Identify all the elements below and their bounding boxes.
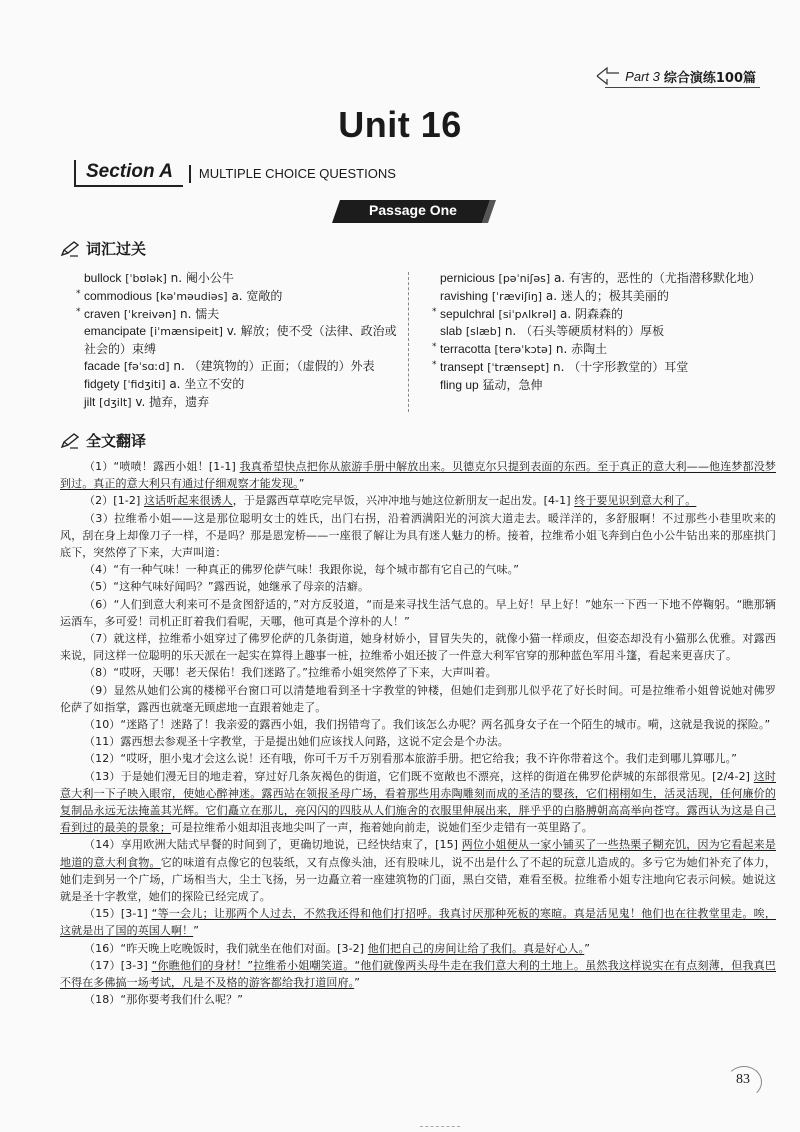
translation-paragraph (60, 733, 776, 750)
vocab-star: * (76, 288, 81, 299)
vocab-definition: a. 宽敞的 (231, 288, 283, 303)
vocab-definition: a. 坐立不安的 (169, 376, 245, 391)
translation-paragraph (60, 768, 776, 837)
arrow-chevron-icon (595, 66, 621, 86)
paragraph-text: （11）露西想去参观圣十字教堂，于是提出她们应该找人问路，这说不定会是个办法。 (84, 735, 509, 749)
underlined-text: 这时意大利一下子映入眼帘，使她心醉神迷。露西站在领报圣母广场，看着那些用赤陶雕刻而成的圣洁的婴孩，它们栩栩如生，活灵活现，任何廉价的复制品永远无法掩盖其光辉。它们矗立在那儿，亮闪闪的四肢从人们施舍的衣服里伸展出来，胖乎乎的白胳膊朝高高举向苍穹。露西认为这是自己看到过的最美的景象； (60, 769, 776, 835)
vocab-entry (428, 359, 768, 377)
vocab-word: commodious (84, 288, 153, 303)
paragraph-text: （9）显然从她们公寓的楼梯平台窗口可以清楚地看到圣十字教堂的钟楼，但她们走到那儿似乎花了好长时间。可是拉维希小姐曾说她对佛罗伦萨了如指掌，露西也就毫无顾虑地一直跟着她走了。 (60, 683, 776, 714)
vocab-entry (72, 358, 402, 376)
header-rule (605, 87, 760, 88)
paragraph-text: （6）“人们到意大利来可不是贪图舒适的，”对方反驳道，“而是来寻找生活气息的。早上好！早上好！”她东一下西一下地不停鞠躬。“瞧那辆运酒车，多可爱！司机正盯着我们看呢，天哪，他可真是个淳朴的人！” (60, 597, 776, 628)
vocab-entry (72, 376, 402, 394)
paragraph-text: （4）“有一种气味！一种真正的佛罗伦萨气味！我跟你说，每个城市都有它自己的气味。” (84, 563, 519, 577)
paragraph-text: ” (193, 924, 200, 938)
vocab-word: jilt (84, 394, 96, 409)
vocab-entry (72, 394, 402, 412)
section-bar (74, 160, 396, 187)
vocab-entry (428, 377, 768, 395)
vocab-definition: n. （石头等硬质材料的）厚板 (504, 324, 665, 339)
vocab-word: fidgety (84, 376, 120, 391)
passage-label: Passage One (369, 202, 457, 218)
paragraph-text: （17）[3-3] (84, 958, 152, 972)
vocab-phonetic: [iˈmænsipeit] (149, 325, 223, 339)
translation-paragraph (60, 630, 776, 664)
vocab-entry (72, 306, 402, 324)
vocab-definition: a. 迷人的；极其美丽的 (545, 288, 669, 303)
vocab-entry (428, 270, 768, 288)
paragraph-text: （2）[1-2] (84, 494, 144, 508)
vocab-definition: 猛动，急伸 (482, 377, 543, 392)
vocab-phonetic: [dʒilt] (99, 395, 132, 409)
vocab-phonetic: [ˈbʊlək] (125, 272, 167, 285)
vocab-phonetic: [pəˈniʃəs] (498, 272, 551, 285)
page-number (736, 1072, 750, 1088)
vocab-phonetic: [slæb] (465, 325, 501, 339)
section-subtitle: MULTIPLE CHOICE QUESTIONS (198, 166, 396, 181)
underlined-text: 两位小姐便从一家小铺买了一些热栗子糊充饥，因为它看起来是地道的意大利食物。 (60, 838, 776, 869)
translation-paragraph (60, 596, 776, 630)
vocab-phonetic: [fəˈsɑːd] (123, 359, 170, 373)
pencil-icon (60, 433, 80, 449)
vocab-entry (72, 270, 402, 288)
vocab-definition: n. 懦夫 (180, 306, 220, 321)
translation-body (60, 458, 776, 1009)
vocab-phonetic: [ˈfidʒiti] (123, 377, 166, 391)
vocab-entry (428, 288, 768, 306)
vocab-phonetic: [ˈtrænsept] (487, 360, 550, 374)
paragraph-text: ” (298, 477, 305, 491)
vocab-word: pernicious (440, 271, 495, 285)
paragraph-text: （13）于是她们漫无目的地走着，穿过好几条灰褐色的街道，它们既不宽敞也不漂亮，这样的街道在佛罗伦萨城的东部很常见。[2/4-2] (84, 769, 754, 783)
paragraph-text: （10）“迷路了！迷路了！我亲爱的露西小姐，我们拐错弯了。我们该怎么办呢？两名孤身女子在一个陌生的城市。嗬，这就是我说的探险。” (84, 718, 771, 732)
translation-paragraph (60, 991, 776, 1008)
translation-paragraph (60, 458, 776, 492)
vocab-word: sepulchral (440, 306, 495, 321)
translation-heading (60, 430, 146, 451)
vocab-phonetic: [terəˈkɔtə] (494, 343, 553, 357)
running-header (595, 66, 756, 86)
vocab-column-left (72, 270, 402, 411)
vocab-list (72, 270, 772, 420)
vocab-phonetic: [ˈkreivən] (123, 307, 177, 321)
vocab-definition: n. （建筑物的）正面；（虚假的）外表 (173, 358, 375, 373)
part-title: 综合演练100篇 (663, 70, 756, 86)
vocab-entry (428, 306, 768, 324)
vocab-divider (408, 272, 409, 412)
vocab-entry (72, 288, 402, 306)
vocab-star: * (432, 342, 437, 353)
vocab-word: terracotta (440, 342, 491, 357)
paragraph-text: ” (584, 941, 591, 955)
vocab-entry (72, 323, 402, 358)
vocab-definition: n. 阉小公牛 (170, 271, 234, 285)
section-separator (189, 165, 191, 183)
paragraph-text: （16）“昨天晚上吃晚饭时，我们就坐在他们对面。[3-2] (84, 941, 368, 955)
paragraph-text: 它的味道有点像它的包装纸，又有点像头油，还有股味儿，说不出是什么了不起的玩意儿造成的。多亏它为她们补充了体力，她们走到另一个广场，广场相当大，尘土飞扬，另一边矗立着一座建筑物的门面，黑白交错，难看至极。拉维希小姐专注地向它表示问候。她说这就是圣十字教堂，她们的探险已经完成了。 (60, 855, 776, 904)
vocab-star: * (432, 306, 437, 317)
paragraph-text: （15）[3-1] (84, 907, 152, 921)
vocab-definition: v. 抛弃，遗弃 (135, 394, 210, 409)
translation-paragraph (60, 664, 776, 681)
paragraph-text: 可是拉维希小姐却沮丧地尖叫了一声，拖着她向前走，说她们至少走错有一英里路了。 (171, 821, 593, 835)
vocab-heading (60, 238, 146, 259)
underlined-text: “等一会儿；让那两个人过去，不然我还得和他们打招呼。我真讨厌那种死板的寒暄。真是活见鬼！他们也在往教堂里走。唉，这就是出了国的英国人啊！ (60, 907, 777, 938)
vocab-phonetic: [kəˈməudiəs] (155, 289, 228, 303)
paragraph-text: （18）“那你要考我们什么呢？” (84, 993, 243, 1007)
vocab-word: slab (440, 324, 463, 339)
passage-banner (330, 199, 496, 224)
section-label: Section A (74, 160, 183, 187)
vocab-phonetic: [ˈræviʃiŋ] (491, 289, 543, 303)
paragraph-text: ，于是露西草草吃完早饭，兴冲冲地与她这位新朋友一起出发。[4-1] (232, 494, 575, 508)
vocab-star: * (76, 306, 81, 317)
vocab-entry (428, 323, 768, 341)
translation-paragraph (60, 492, 776, 509)
translation-paragraph (60, 905, 776, 939)
vocab-word: emancipate (84, 324, 147, 339)
translation-paragraph (60, 578, 776, 595)
paragraph-text: ” (354, 976, 361, 990)
vocab-entry (428, 341, 768, 359)
vocab-star: * (432, 359, 437, 370)
translation-paragraph (60, 561, 776, 578)
translation-paragraph (60, 957, 776, 991)
translation-paragraph (60, 836, 776, 905)
underlined-text: 我真希望快点把你从旅游手册中解放出来。贝德克尔只提到表面的东西。至于真正的意大利——他连梦都没梦到过。真正的意大利只有通过仔细观察才能发现。 (60, 460, 777, 491)
vocab-word: facade (84, 358, 121, 373)
paragraph-text: （12）“哎呀，胆小鬼才会这么说！还有哦，你可千万千万别看那本旅游手册。把它给我；我不许你带着这个。我们走到哪儿算哪儿。” (84, 752, 737, 766)
footer-rule (420, 1126, 460, 1127)
vocab-word: craven (84, 306, 121, 321)
vocab-definition: a. 阴森森的 (560, 306, 624, 321)
vocab-definition: v. 解放；使不受（法律、政治或社会的）束缚 (84, 324, 397, 357)
translation-paragraph (60, 750, 776, 767)
vocab-word: bullock (84, 271, 122, 285)
unit-title: Unit 16 (338, 104, 462, 145)
translation-paragraph (60, 716, 776, 733)
translation-paragraph (60, 940, 776, 957)
paragraph-text: （1）“喷喷！露西小姐！[1-1] (84, 460, 240, 473)
pencil-icon (60, 241, 80, 257)
paragraph-text: （7）就这样，拉维希小姐穿过了佛罗伦萨的几条街道，她身材娇小，冒冒失失的，就像小猫一样顽皮，但姿态却没有小猫那么优雅。对露西来说，同这样一位聪明的乐天派在一起实在算得上趣事一桩，拉维希小姐还披了一件意大利军官穿的那种蓝色军用斗篷，看起来更喜庆了。 (60, 632, 776, 663)
page-number-ring (726, 1066, 762, 1098)
vocab-heading-text: 词汇过关 (86, 240, 147, 258)
part-label: Part 3 (625, 68, 660, 84)
paragraph-text: （14）享用欧洲大陆式早餐的时间到了，更确切地说，已经快结束了，[15] (84, 838, 462, 852)
paragraph-text: （5）“这种气味好闻吗？”露西说，她继承了母亲的洁癖。 (84, 580, 370, 594)
page-number-text: 83 (736, 1072, 750, 1087)
underlined-text: 他们把自己的房间让给了我们。真是好心人。 (367, 941, 585, 955)
vocab-word: fling up (440, 377, 479, 392)
vocab-definition: n. 赤陶土 (555, 342, 608, 357)
underlined-text: “你瞧他们的身材！”拉维希小姐嘲笑道。“他们就像两头母牛走在我们意大利的土地上。虽然我这样说实在有点刻薄，但我真巴不得在多佛搞一场考试，凡是不及格的游客都给我打道回府。 (60, 958, 776, 990)
vocab-column-right (428, 270, 768, 395)
vocab-phonetic: [siˈpʌlkrəl] (498, 307, 557, 321)
vocab-word: ravishing (440, 288, 489, 303)
vocab-definition: n. （十字形教堂的）耳堂 (553, 359, 689, 374)
translation-paragraph (60, 510, 776, 562)
translation-heading-text: 全文翻译 (86, 432, 147, 450)
vocab-word: transept (440, 359, 484, 374)
paragraph-text: （8）“哎呀，天哪！老天保佑！我们迷路了。”拉维希小姐突然停了下来，大声叫着。 (84, 666, 497, 680)
paragraph-text: （3）拉维希小姐——这是那位聪明女士的姓氏，出门右拐，沿着洒满阳光的河滨大道走去。暖洋洋的，多舒服啊！不过那些小巷里吹来的风，刮在身上却像刀子一样，不是吗？那是恩宠桥——一座很了解让为具有迷人魅力的桥。接着，拉维希小姐飞奔到白色小公牛钻出来的那座拱门底下，突然停了下来，大声叫道： (60, 511, 776, 560)
vocab-definition: a. 有害的，恶性的（尤指潜移默化地） (553, 271, 761, 285)
underlined-text: 这话听起来很诱人 (143, 494, 233, 508)
translation-paragraph (60, 682, 776, 716)
underlined-text: 终于要见识到意大利了。 (574, 494, 697, 508)
